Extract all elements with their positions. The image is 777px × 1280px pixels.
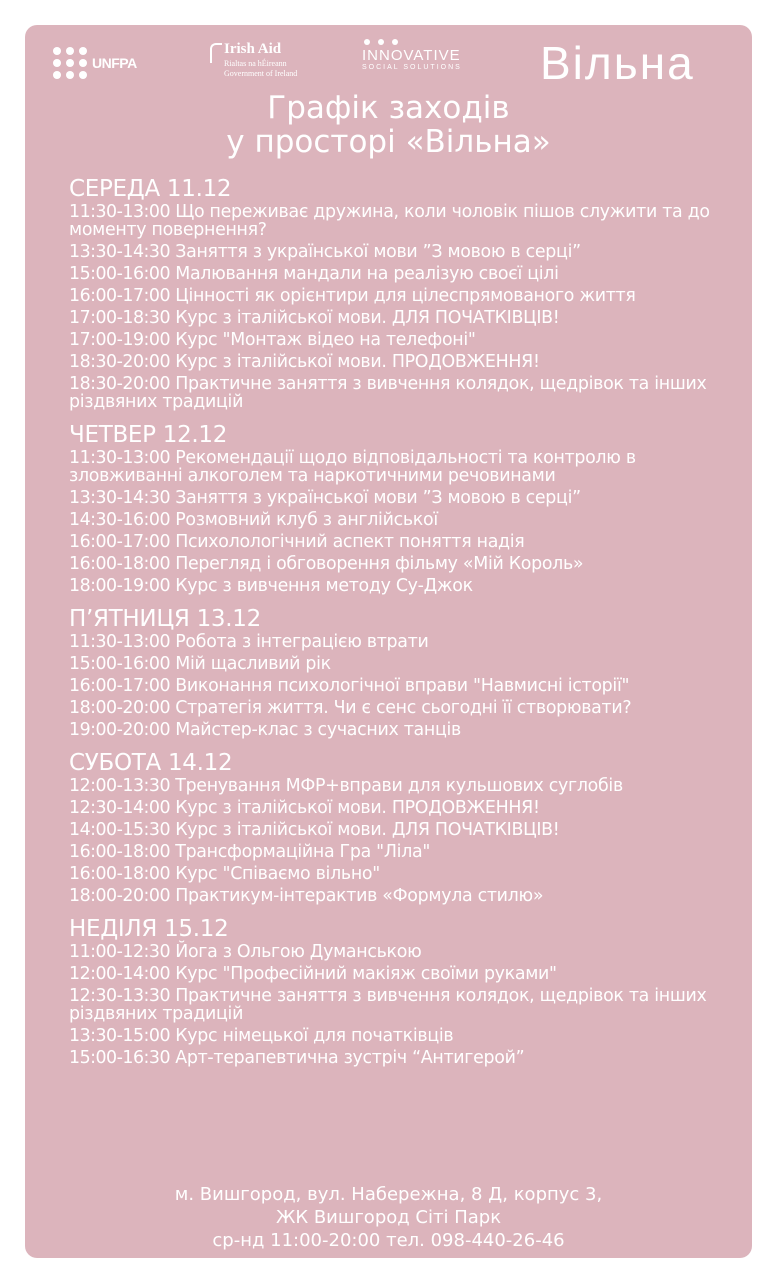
- event-text: Робота з інтеграцією втрати: [175, 632, 429, 652]
- event-item: [69, 943, 739, 961]
- event-text: Трансформаційна Гра "Ліла": [175, 842, 431, 862]
- event-text: Арт-терапевтична зустріч “Антигерой”: [175, 1048, 525, 1068]
- event-time: 16:00-17:00: [69, 676, 171, 696]
- event-time: 11:30-13:00: [69, 448, 171, 468]
- event-time: 18:30-20:00: [69, 374, 171, 394]
- day-section: [69, 175, 739, 411]
- day-section: [69, 915, 739, 1067]
- event-item: [69, 309, 739, 327]
- event-item: [69, 243, 739, 261]
- event-time: 12:30-14:00: [69, 798, 171, 818]
- event-text: Курс з італійської мови. ДЛЯ ПОЧАТКІВЦІВ!: [175, 820, 560, 840]
- event-time: 13:30-14:30: [69, 242, 171, 262]
- innovative-logo: [362, 39, 462, 71]
- event-text: Тренування МФР+вправи для кульшових суглобів: [175, 776, 623, 796]
- event-time: 11:30-13:00: [69, 202, 171, 222]
- event-text: Курс з вивчення методу Су-Джок: [175, 576, 473, 596]
- event-item: [69, 865, 739, 883]
- unfpa-label: UNFPA: [92, 55, 137, 71]
- event-item: [69, 353, 739, 371]
- event-item: [69, 577, 739, 595]
- vilna-logo: Вільна: [540, 37, 695, 89]
- event-text: Заняття з української мови ”З мовою в серці”: [175, 242, 581, 262]
- event-text: Малювання мандали на реалізую своєї цілі: [175, 264, 559, 284]
- event-time: 18:00-20:00: [69, 698, 171, 718]
- event-item: [69, 799, 739, 817]
- event-time: 16:00-17:00: [69, 286, 171, 306]
- event-text: Заняття з української мови ”З мовою в серці”: [175, 488, 581, 508]
- innovative-title: INNOVATIVE: [362, 47, 461, 64]
- irish-aid-sub1: Rialtas na hÉireann: [224, 59, 287, 68]
- event-text: Курс "Професійний макіяж своїми руками": [175, 964, 557, 984]
- event-text: Курс з італійської мови. ПРОДОВЖЕННЯ!: [175, 352, 540, 372]
- event-time: 11:00-12:30: [69, 942, 171, 962]
- event-text: Курс "Співаємо вільно": [175, 864, 380, 884]
- event-time: 11:30-13:00: [69, 632, 171, 652]
- event-text: Виконання психологічної вправи "Навмисні історії": [175, 676, 630, 696]
- event-item: [69, 1027, 739, 1045]
- innovative-sub: SOCIAL SOLUTIONS: [362, 64, 462, 71]
- event-item: [69, 987, 739, 1023]
- event-item: [69, 1049, 739, 1067]
- page-title: [25, 91, 752, 159]
- event-time: 13:30-14:30: [69, 488, 171, 508]
- footer-hours-phone: ср-нд 11:00-20:00 тел. 098-440-26-46: [212, 1230, 565, 1251]
- day-section: [69, 605, 739, 739]
- event-text: Що переживає дружина, коли чоловік пішов служити та до моменту повернення?: [69, 202, 710, 240]
- event-text: Практикум-інтерактив «Формула стилю»: [175, 886, 544, 906]
- event-item: [69, 887, 739, 905]
- event-text: Практичне заняття з вивчення колядок, щедрівок та інших різдвяних традицій: [69, 374, 707, 412]
- irish-aid-sub2: Government of Ireland: [224, 69, 298, 78]
- event-text: Практичне заняття з вивчення колядок, щедрівок та інших різдвяних традицій: [69, 986, 707, 1024]
- event-item: [69, 633, 739, 651]
- day-section: [69, 421, 739, 595]
- event-time: 18:30-20:00: [69, 352, 171, 372]
- event-text: Йога з Ольгою Думанською: [175, 942, 422, 962]
- event-item: [69, 965, 739, 983]
- event-time: 18:00-20:00: [69, 886, 171, 906]
- event-time: 15:00-16:00: [69, 654, 171, 674]
- schedule-list: [69, 175, 739, 1077]
- event-item: [69, 655, 739, 673]
- event-time: 16:00-18:00: [69, 864, 171, 884]
- harp-icon: [210, 43, 222, 63]
- title-line-2: у просторі «Вільна»: [226, 124, 551, 160]
- event-item: [69, 511, 739, 529]
- event-item: [69, 375, 739, 411]
- irish-aid-title: Irish Aid: [224, 41, 282, 57]
- event-text: Психолологічний аспект поняття надія: [175, 532, 525, 552]
- event-item: [69, 489, 739, 507]
- event-text: Курс з італійської мови. ПРОДОВЖЕННЯ!: [175, 798, 540, 818]
- event-time: 17:00-19:00: [69, 330, 171, 350]
- footer-contacts: [25, 1183, 752, 1252]
- event-time: 15:00-16:30: [69, 1048, 171, 1068]
- event-time: 18:00-19:00: [69, 576, 171, 596]
- event-item: [69, 843, 739, 861]
- day-title: П’ЯТНИЦЯ 13.12: [69, 606, 261, 632]
- event-text: Курс "Монтаж відео на телефоні": [175, 330, 476, 350]
- event-text: Стратегія життя. Чи є сенс сьогодні її створювати?: [175, 698, 632, 718]
- event-time: 12:00-13:30: [69, 776, 171, 796]
- event-time: 14:30-16:00: [69, 510, 171, 530]
- event-item: [69, 555, 739, 573]
- event-text: Мій щасливий рік: [175, 654, 331, 674]
- event-text: Курс з італійської мови. ДЛЯ ПОЧАТКІВЦІВ!: [175, 308, 560, 328]
- event-time: 16:00-18:00: [69, 554, 171, 574]
- event-item: [69, 265, 739, 283]
- event-time: 12:30-13:30: [69, 986, 171, 1006]
- event-time: 19:00-20:00: [69, 720, 171, 740]
- event-time: 17:00-18:30: [69, 308, 171, 328]
- event-text: Розмовний клуб з англійської: [175, 510, 438, 530]
- event-item: [69, 449, 739, 485]
- day-section: [69, 749, 739, 905]
- event-text: Курс німецької для початківців: [175, 1026, 454, 1046]
- day-title: СЕРЕДА 11.12: [69, 176, 232, 202]
- event-item: [69, 287, 739, 305]
- event-item: [69, 721, 739, 739]
- schedule-poster: [25, 25, 752, 1258]
- event-item: [69, 699, 739, 717]
- event-time: 15:00-16:00: [69, 264, 171, 284]
- title-line-1: Графік заходів: [267, 90, 510, 126]
- event-time: 16:00-18:00: [69, 842, 171, 862]
- event-text: Рекомендації щодо відповідальності та контролю в зловживанні алкоголем та наркотичними речовинами: [69, 448, 636, 486]
- event-item: [69, 331, 739, 349]
- event-text: Цінності як орієнтири для цілеспрямованого життя: [175, 286, 636, 306]
- event-item: [69, 777, 739, 795]
- un-dots-icon: [53, 47, 88, 79]
- irish-aid-logo: [210, 41, 297, 78]
- unfpa-logo: [53, 47, 137, 79]
- event-time: 12:00-14:00: [69, 964, 171, 984]
- event-time: 16:00-17:00: [69, 532, 171, 552]
- day-title: СУБОТА 14.12: [69, 750, 233, 776]
- event-item: [69, 821, 739, 839]
- event-item: [69, 677, 739, 695]
- event-item: [69, 533, 739, 551]
- event-text: Майстер-клас з сучасних танців: [175, 720, 461, 740]
- footer-address: м. Вишгород, вул. Набережна, 8 Д, корпус 3,: [174, 1184, 603, 1205]
- day-title: НЕДІЛЯ 15.12: [69, 916, 229, 942]
- event-item: [69, 203, 739, 239]
- event-time: 13:30-15:00: [69, 1026, 171, 1046]
- day-title: ЧЕТВЕР 12.12: [69, 422, 228, 448]
- innovative-dots-icon: [364, 39, 462, 45]
- event-text: Перегляд і обговорення фільму «Мій Король»: [175, 554, 584, 574]
- footer-complex: ЖК Вишгород Сіті Парк: [275, 1207, 502, 1228]
- event-time: 14:00-15:30: [69, 820, 171, 840]
